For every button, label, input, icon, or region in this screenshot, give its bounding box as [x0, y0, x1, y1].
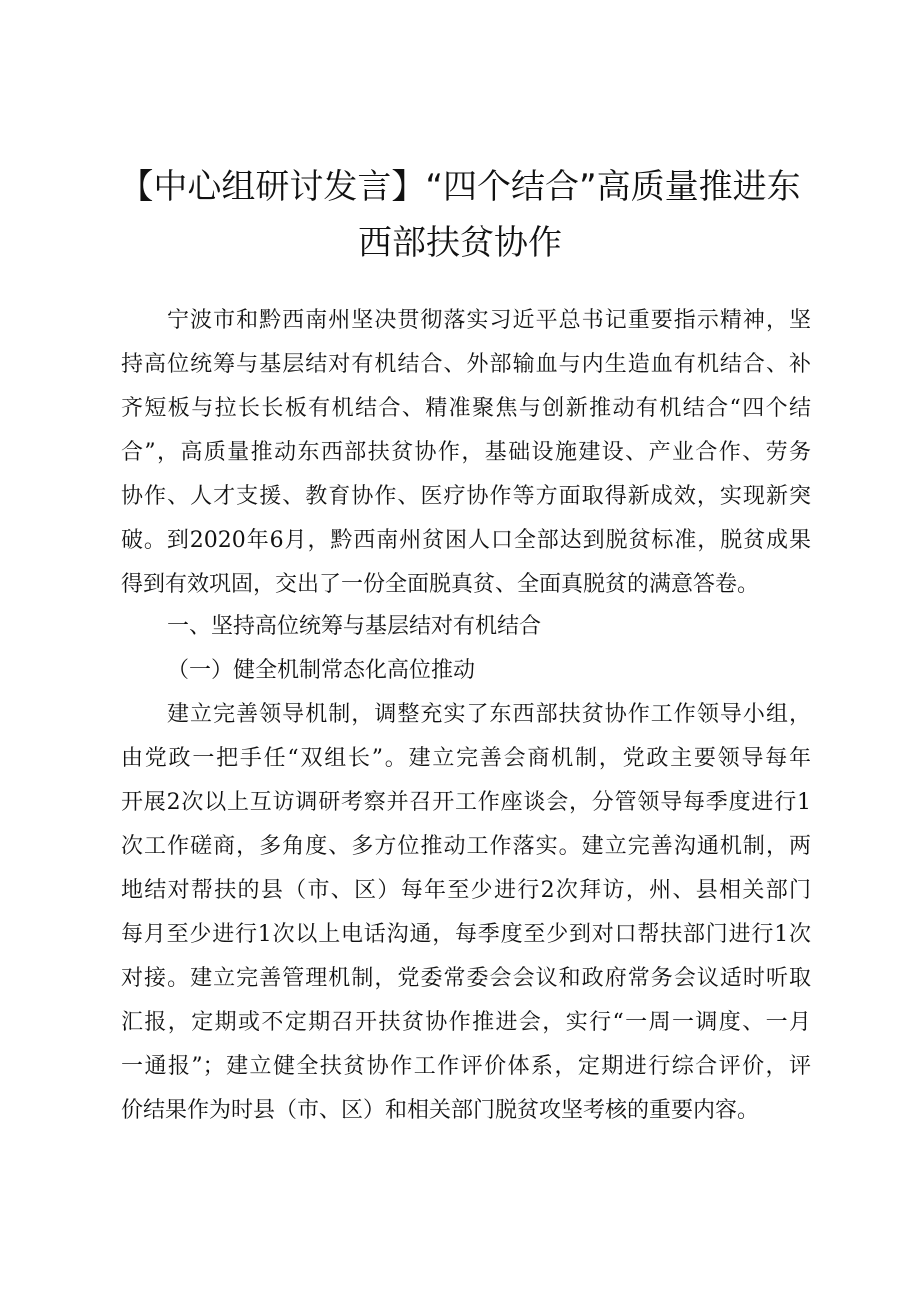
paragraph-2-line: 价结果作为时县（市、区）和相关部门脱贫攻坚考核的重要内容。 — [121, 1098, 760, 1123]
paragraph-2-line: 由党政一把手任“双组长”。建立完善会商机制，党政主要领导每年 — [121, 746, 811, 771]
paragraph-2-line: 地结对帮扶的县（市、区）每年至少进行2次拜访，州、县相关部门 — [121, 878, 811, 903]
document-title-line-2: 西部扶贫协作 — [358, 223, 562, 263]
paragraph-2-line: 汇报，定期或不定期召开扶贫协作推进会，实行“一周一调度、一月 — [121, 1010, 811, 1035]
paragraph-1-line: 合”，高质量推动东西部扶贫协作，基础设施建设、产业合作、劳务 — [121, 440, 811, 465]
paragraph-2-line: 对接。建立完善管理机制，党委常委会会议和政府常务会议适时听取 — [121, 966, 811, 991]
paragraph-1-line: 破。到2020年6月，黔西南州贫困人口全部达到脱贫标准，脱贫成果 — [121, 528, 811, 553]
subsection-heading: （一）健全机制常态化高位推动 — [167, 658, 476, 683]
paragraph-1-line: 持高位统筹与基层结对有机结合、外部输血与内生造血有机结合、补 — [121, 352, 811, 377]
document-title-line-1: 【中心组研讨发言】“四个结合”高质量推进东 — [119, 167, 801, 207]
paragraph-1-line: 宁波市和黔西南州坚决贯彻落实习近平总书记重要指示精神，坚 — [167, 308, 811, 333]
paragraph-2-line: 开展2次以上互访调研考察并召开工作座谈会，分管领导每季度进行1 — [121, 790, 811, 815]
paragraph-1-line: 协作、人才支援、教育协作、医疗协作等方面取得新成效，实现新突 — [121, 484, 811, 509]
paragraph-2-line: 次工作磋商，多角度、多方位推动工作落实。建立完善沟通机制，两 — [121, 834, 811, 859]
section-heading: 一、坚持高位统筹与基层结对有机结合 — [167, 614, 542, 639]
paragraph-2-line: 每月至少进行1次以上电话沟通，每季度至少到对口帮扶部门进行1次 — [121, 922, 811, 947]
paragraph-2-line: 一通报”；建立健全扶贫协作工作评价体系，定期进行综合评价，评 — [121, 1054, 811, 1079]
paragraph-1-line: 齐短板与拉长长板有机结合、精准聚焦与创新推动有机结合“四个结 — [121, 396, 811, 421]
paragraph-2-line: 建立完善领导机制，调整充实了东西部扶贫协作工作领导小组， — [167, 702, 811, 727]
paragraph-1-line: 得到有效巩固，交出了一份全面脱真贫、全面真脱贫的满意答卷。 — [121, 572, 760, 597]
